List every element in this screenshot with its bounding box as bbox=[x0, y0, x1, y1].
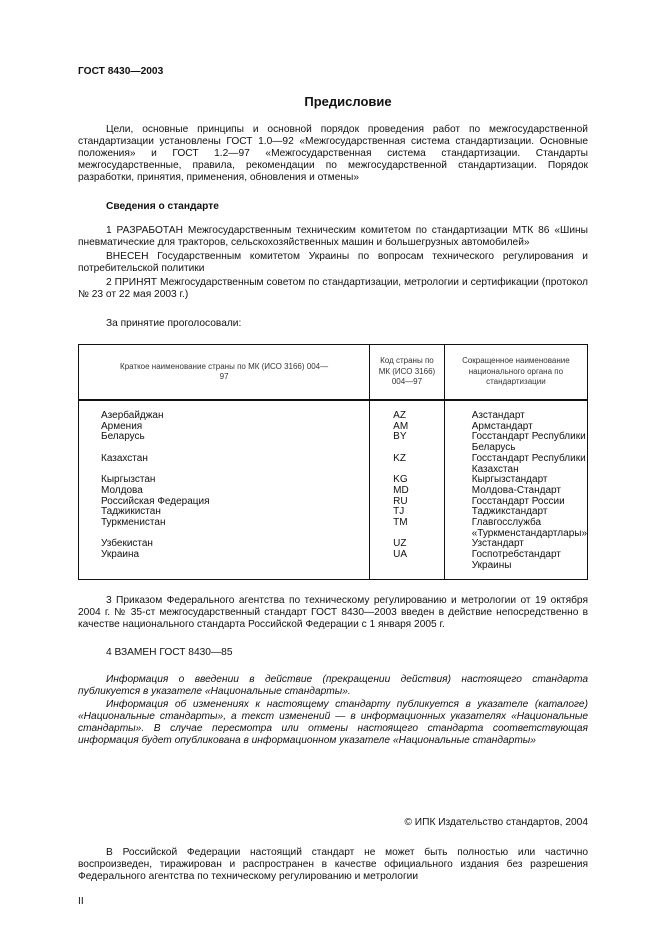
country-code: UZ bbox=[370, 539, 445, 550]
country-code: AM bbox=[370, 422, 445, 433]
country-name: Кыргызстан bbox=[79, 475, 370, 486]
country-code: AZ bbox=[370, 400, 445, 422]
country-name: Таджикистан bbox=[79, 507, 370, 518]
column-header-code: Код страны по МК (ИСО 3166) 004—97 bbox=[370, 345, 445, 401]
column-header-country: Краткое наименование страны по МК (ИСО 3166) 004—97 bbox=[79, 345, 370, 401]
standards-body: Главгосслужба «Туркменстандартлары» bbox=[444, 518, 587, 539]
country-code: UA bbox=[370, 550, 445, 579]
country-name: Армения bbox=[79, 422, 370, 433]
table-header-row bbox=[79, 345, 588, 401]
intro-paragraph: Цели, основные принципы и основной порядок проведения работ по межгосударственной стандартизации установлены ГОСТ 1.0—92 «Межгосударственная система стандартизации. Основные положения» и ГОСТ 1.2—97 «Межгосударственная система стандартизации. Стандарты межгосударственные, правила, рекомендации по межгосударственной стандартизации. Порядок разработки, принятия, применения, обновления и отмены» bbox=[78, 124, 588, 183]
standards-body: Узстандарт bbox=[444, 539, 587, 550]
country-name: Молдова bbox=[79, 486, 370, 497]
standards-body: Госпотребстандарт Украины bbox=[444, 550, 587, 579]
copyright: © ИПК Издательство стандартов, 2004 bbox=[404, 816, 588, 828]
country-name: Украина bbox=[79, 550, 370, 579]
country-name: Беларусь bbox=[79, 432, 370, 453]
country-name: Казахстан bbox=[79, 454, 370, 475]
country-name: Азербайджан bbox=[79, 400, 370, 422]
item-3: 3 Приказом Федерального агентства по техническому регулированию и метрологии от 19 октября 2004 г. № 35-ст межгосударственный стандарт ГОСТ 8430—2003 введен в действие непосредственно в качестве национального стандарта Российской Федерации с 1 января 2005 г. bbox=[78, 594, 588, 630]
standards-body: Азстандарт bbox=[444, 400, 587, 422]
column-header-body: Сокращенное наименование национального органа по стандартизации bbox=[444, 345, 587, 401]
standards-body: Кыргызстандарт bbox=[444, 475, 587, 486]
table-row bbox=[79, 432, 588, 453]
country-code: TM bbox=[370, 518, 445, 539]
standards-body: Госстандарт Республики Беларусь bbox=[444, 432, 587, 453]
section-title: Сведения о стандарте bbox=[106, 201, 219, 212]
country-name: Узбекистан bbox=[79, 539, 370, 550]
info-paragraph-2: Информация об изменениях к настоящему стандарту публикуется в указателе (каталоге) «Национальные стандарты», а текст изменений — в информационных указателях «Национальные стандарты». В случае пересмотра или отмены настоящего стандарта соответствующая информация будет опубликована в информационном указателе «Национальные стандарты» bbox=[78, 698, 588, 746]
standards-body: Таджикстандарт bbox=[444, 507, 587, 518]
country-code: RU bbox=[370, 497, 445, 508]
country-code: KZ bbox=[370, 454, 445, 475]
item-4: 4 ВЗАМЕН ГОСТ 8430—85 bbox=[106, 646, 233, 658]
country-code: MD bbox=[370, 486, 445, 497]
standards-body: Госстандарт России bbox=[444, 497, 587, 508]
standards-body: Армстандарт bbox=[444, 422, 587, 433]
table-row bbox=[79, 518, 588, 539]
document-header: ГОСТ 8430—2003 bbox=[78, 66, 164, 77]
rights-notice: В Российской Федерации настоящий стандарт не может быть полностью или частично воспроизведен, тиражирован и распространен в качестве официального издания без разрешения Федерального агентства по техническому регулированию и метрологии bbox=[78, 846, 588, 882]
country-name: Туркменистан bbox=[79, 518, 370, 539]
country-code: KG bbox=[370, 475, 445, 486]
table-row bbox=[79, 454, 588, 475]
country-name: Российская Федерация bbox=[79, 497, 370, 508]
table-row bbox=[79, 550, 588, 579]
item-1: 1 РАЗРАБОТАН Межгосударственным техническим комитетом по стандартизации МТК 86 «Шины пневматические для тракторов, сельскохозяйственных машин и большегрузных автомобилей» bbox=[78, 225, 588, 248]
page-title: Предисловие bbox=[304, 94, 392, 109]
country-code: TJ bbox=[370, 507, 445, 518]
info-paragraph-1: Информация о введении в действие (прекращении действия) настоящего стандарта публикуется в указателе «Национальные стандарты». bbox=[78, 673, 588, 697]
voting-table bbox=[78, 344, 588, 580]
country-code: BY bbox=[370, 432, 445, 453]
introduced-by: ВНЕСЕН Государственным комитетом Украины по вопросам технического регулирования и потребительской политики bbox=[78, 251, 588, 274]
standards-body: Госстандарт Республики Казахстан bbox=[444, 454, 587, 475]
item-2: 2 ПРИНЯТ Межгосударственным советом по стандартизации, метрологии и сертификации (протокол № 23 от 22 мая 2003 г.) bbox=[78, 277, 588, 300]
standards-body: Молдова-Стандарт bbox=[444, 486, 587, 497]
voted-label: За принятие проголосовали: bbox=[106, 318, 242, 329]
page-number: II bbox=[78, 895, 84, 907]
table-row bbox=[79, 400, 588, 422]
